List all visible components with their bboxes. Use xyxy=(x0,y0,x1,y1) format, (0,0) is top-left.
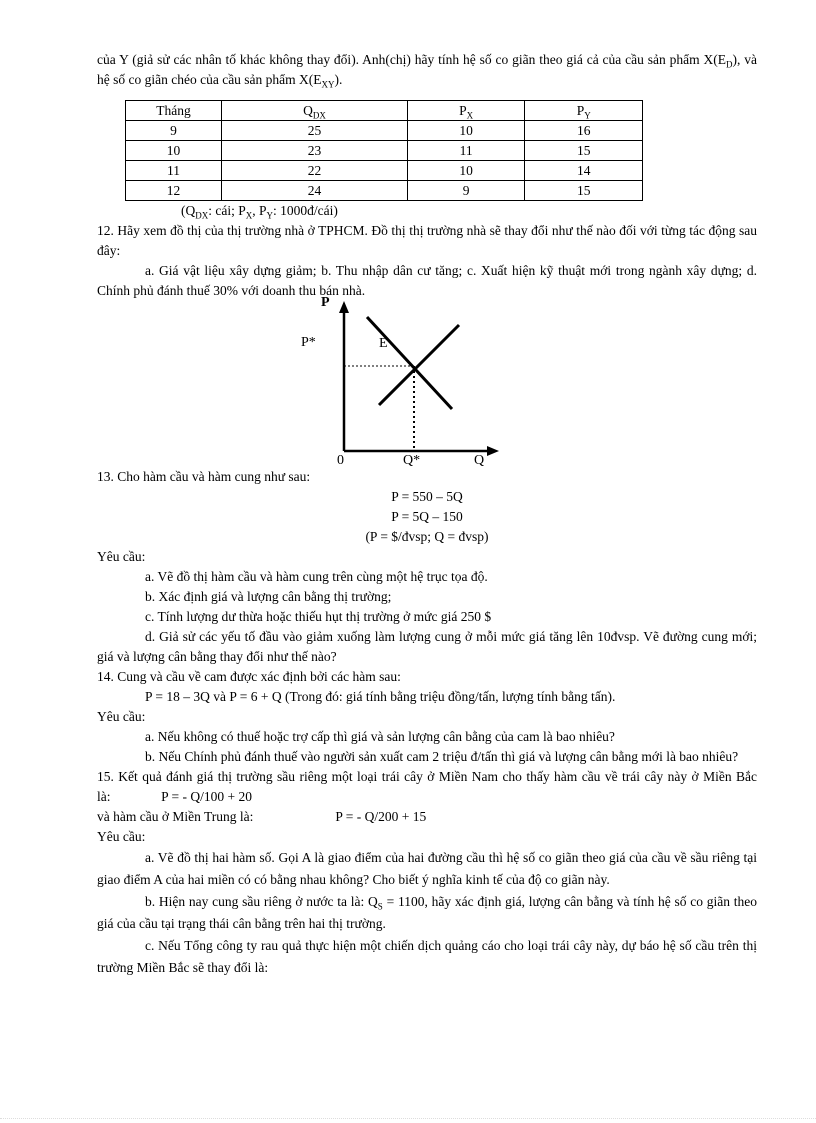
table-row xyxy=(126,181,643,201)
table-cell: 23 xyxy=(222,141,408,161)
table-cell: 22 xyxy=(222,161,408,181)
q-axis-arrow xyxy=(487,446,499,456)
table-row xyxy=(126,141,643,161)
data-table xyxy=(125,100,643,201)
origin-label: 0 xyxy=(337,453,344,468)
q13-formula-demand: P = 550 – 5Q xyxy=(391,489,463,504)
table-row xyxy=(126,121,643,141)
q15-item-a: a. Vẽ đồ thị hai hàm số. Gọi A là giao điểm của hai đường cầu thì hệ số co giãn theo giá của cầu về sầu riêng tại giao điểm A của hai miền có có bằng nhau không? Cho biết ý nghĩa kinh tế của độ co giãn này. xyxy=(97,850,757,887)
table-cell: 10 xyxy=(407,161,525,181)
table-cell: 12 xyxy=(126,181,222,201)
demand-curve xyxy=(367,317,452,409)
q15-item-c: c. Nếu Tổng công ty rau quả thực hiện một chiến dịch quảng cáo cho loại trái cây này, dự báo hệ số cầu trên thị trường Miền Bắc sẽ thay đổi là: xyxy=(97,938,757,975)
table-header: $P_Y$ xyxy=(525,101,643,121)
intro-paragraph: của Y (giả sử các nhân tố khác không thay đổi). Anh(chị) hãy tính hệ số co giãn theo giá cả của cầu sản phẩm $X(E_D)$, và hệ số co giãn chéo của cầu sản phẩm $X(E_{XY})$. xyxy=(97,52,757,90)
graph-svg xyxy=(297,301,517,461)
table-cell: 10 xyxy=(126,141,222,161)
q13-formula-supply: P = 5Q – 150 xyxy=(391,509,463,524)
q14-text: 14. Cung và cầu về cam được xác định bởi các hàm sau: xyxy=(97,669,401,684)
table-cell: 11 xyxy=(126,161,222,181)
q14-item-a: a. Nếu không có thuế hoặc trợ cấp thì giá và sản lượng cân bằng của cam là bao nhiêu? xyxy=(145,729,615,744)
q14-requirements: Yêu cầu: xyxy=(97,709,146,724)
q13-item-d: d. Giả sử các yếu tố đầu vào giảm xuống làm lượng cung ở mỗi mức giá tăng lên 10đvsp. Vẽ đường cung mới; giá và lượng cân bằng thay đổi như thế nào? xyxy=(97,629,757,664)
q-axis-label: Q xyxy=(474,453,485,468)
table-cell: 9 xyxy=(407,181,525,201)
q15-item-b: b. Hiện nay cung sầu riêng ở nước ta là: $Q_S = 1100$, hãy xác định giá, lượng cân bằng và tính hệ số co giãn theo giá của cầu tại trạng thái cân bằng trên hai thị trường. xyxy=(97,894,757,931)
p-axis-arrow xyxy=(339,301,349,313)
q14-item-b: b. Nếu Chính phủ đánh thuế vào người sản xuất cam 2 triệu đ/tấn thì giá và lượng cân bằng mới là bao nhiêu? xyxy=(145,749,739,764)
p-star-label: P* xyxy=(301,335,316,350)
q13-item-c: c. Tính lượng dư thừa hoặc thiếu hụt thị trường ở mức giá 250 $ xyxy=(145,609,492,624)
table-cell: 9 xyxy=(126,121,222,141)
table-cell: 15 xyxy=(525,181,643,201)
supply-demand-graph xyxy=(297,295,517,468)
table-cell: 24 xyxy=(222,181,408,201)
q14-formula: P = 18 – 3Q và P = 6 + Q (Trong đó: giá tính bằng triệu đồng/tấn, lượng tính bằng tấn). xyxy=(145,689,616,704)
table-header-row xyxy=(126,101,643,121)
q15-requirements: Yêu cầu: xyxy=(97,829,146,844)
supply-curve xyxy=(379,325,459,405)
table-cell: 16 xyxy=(525,121,643,141)
table-header: $P_X$ xyxy=(407,101,525,121)
equilibrium-label: E xyxy=(379,336,388,351)
table-cell: 10 xyxy=(407,121,525,141)
q13-item-a: a. Vẽ đồ thị hàm cầu và hàm cung trên cùng một hệ trục tọa độ. xyxy=(145,569,488,584)
table-header: $Q_{DX}$ xyxy=(222,101,408,121)
table-cell: 15 xyxy=(525,141,643,161)
table-cell: 25 xyxy=(222,121,408,141)
q15-formula-north: P = - Q/100 + 20 xyxy=(161,789,252,804)
table-cell: 14 xyxy=(525,161,643,181)
q15-text: 15. Kết quả đánh giá thị trường sầu riêng một loại trái cây ở Miền Nam cho thấy hàm cầu về trái cây này ở Miền Bắc là: P = - Q/100 + 20 xyxy=(97,769,757,804)
p-axis-label: P xyxy=(321,295,330,310)
q13-requirements: Yêu cầu: xyxy=(97,549,146,564)
table-row xyxy=(126,161,643,181)
q15-formula-central: P = - Q/200 + 15 xyxy=(335,809,427,824)
page-bottom-divider xyxy=(0,1118,816,1119)
page-content xyxy=(97,50,757,979)
q12-text: 12. Hãy xem đồ thị của thị trường nhà ở TPHCM. Đồ thị thị trường nhà sẽ thay đổi như thế nào đối với từng tác động sau đây: xyxy=(97,223,757,258)
q-star-label: Q* xyxy=(403,453,421,468)
table-cell: 11 xyxy=(407,141,525,161)
q15-text2: và hàm cầu ở Miền Trung là: P = - Q/200 + 15 xyxy=(97,809,427,824)
table-unit-note: ($Q_{DX}$: cái; $P_X$, $P_Y$: 1000đ/cái) xyxy=(181,203,338,221)
q13-item-b: b. Xác định giá và lượng cân bằng thị trường; xyxy=(145,589,392,604)
q13-text: 13. Cho hàm cầu và hàm cung như sau: xyxy=(97,469,311,484)
q12-items: a. Giá vật liệu xây dựng giảm; b. Thu nhập dân cư tăng; c. Xuất hiện kỹ thuật mới trong ngành xây dựng; d. Chính phủ đánh thuế 30% với doanh thu bán nhà. xyxy=(97,263,757,298)
q13-units: (P = $/đvsp; Q = đvsp) xyxy=(365,529,489,544)
table-header: Tháng xyxy=(126,101,222,121)
